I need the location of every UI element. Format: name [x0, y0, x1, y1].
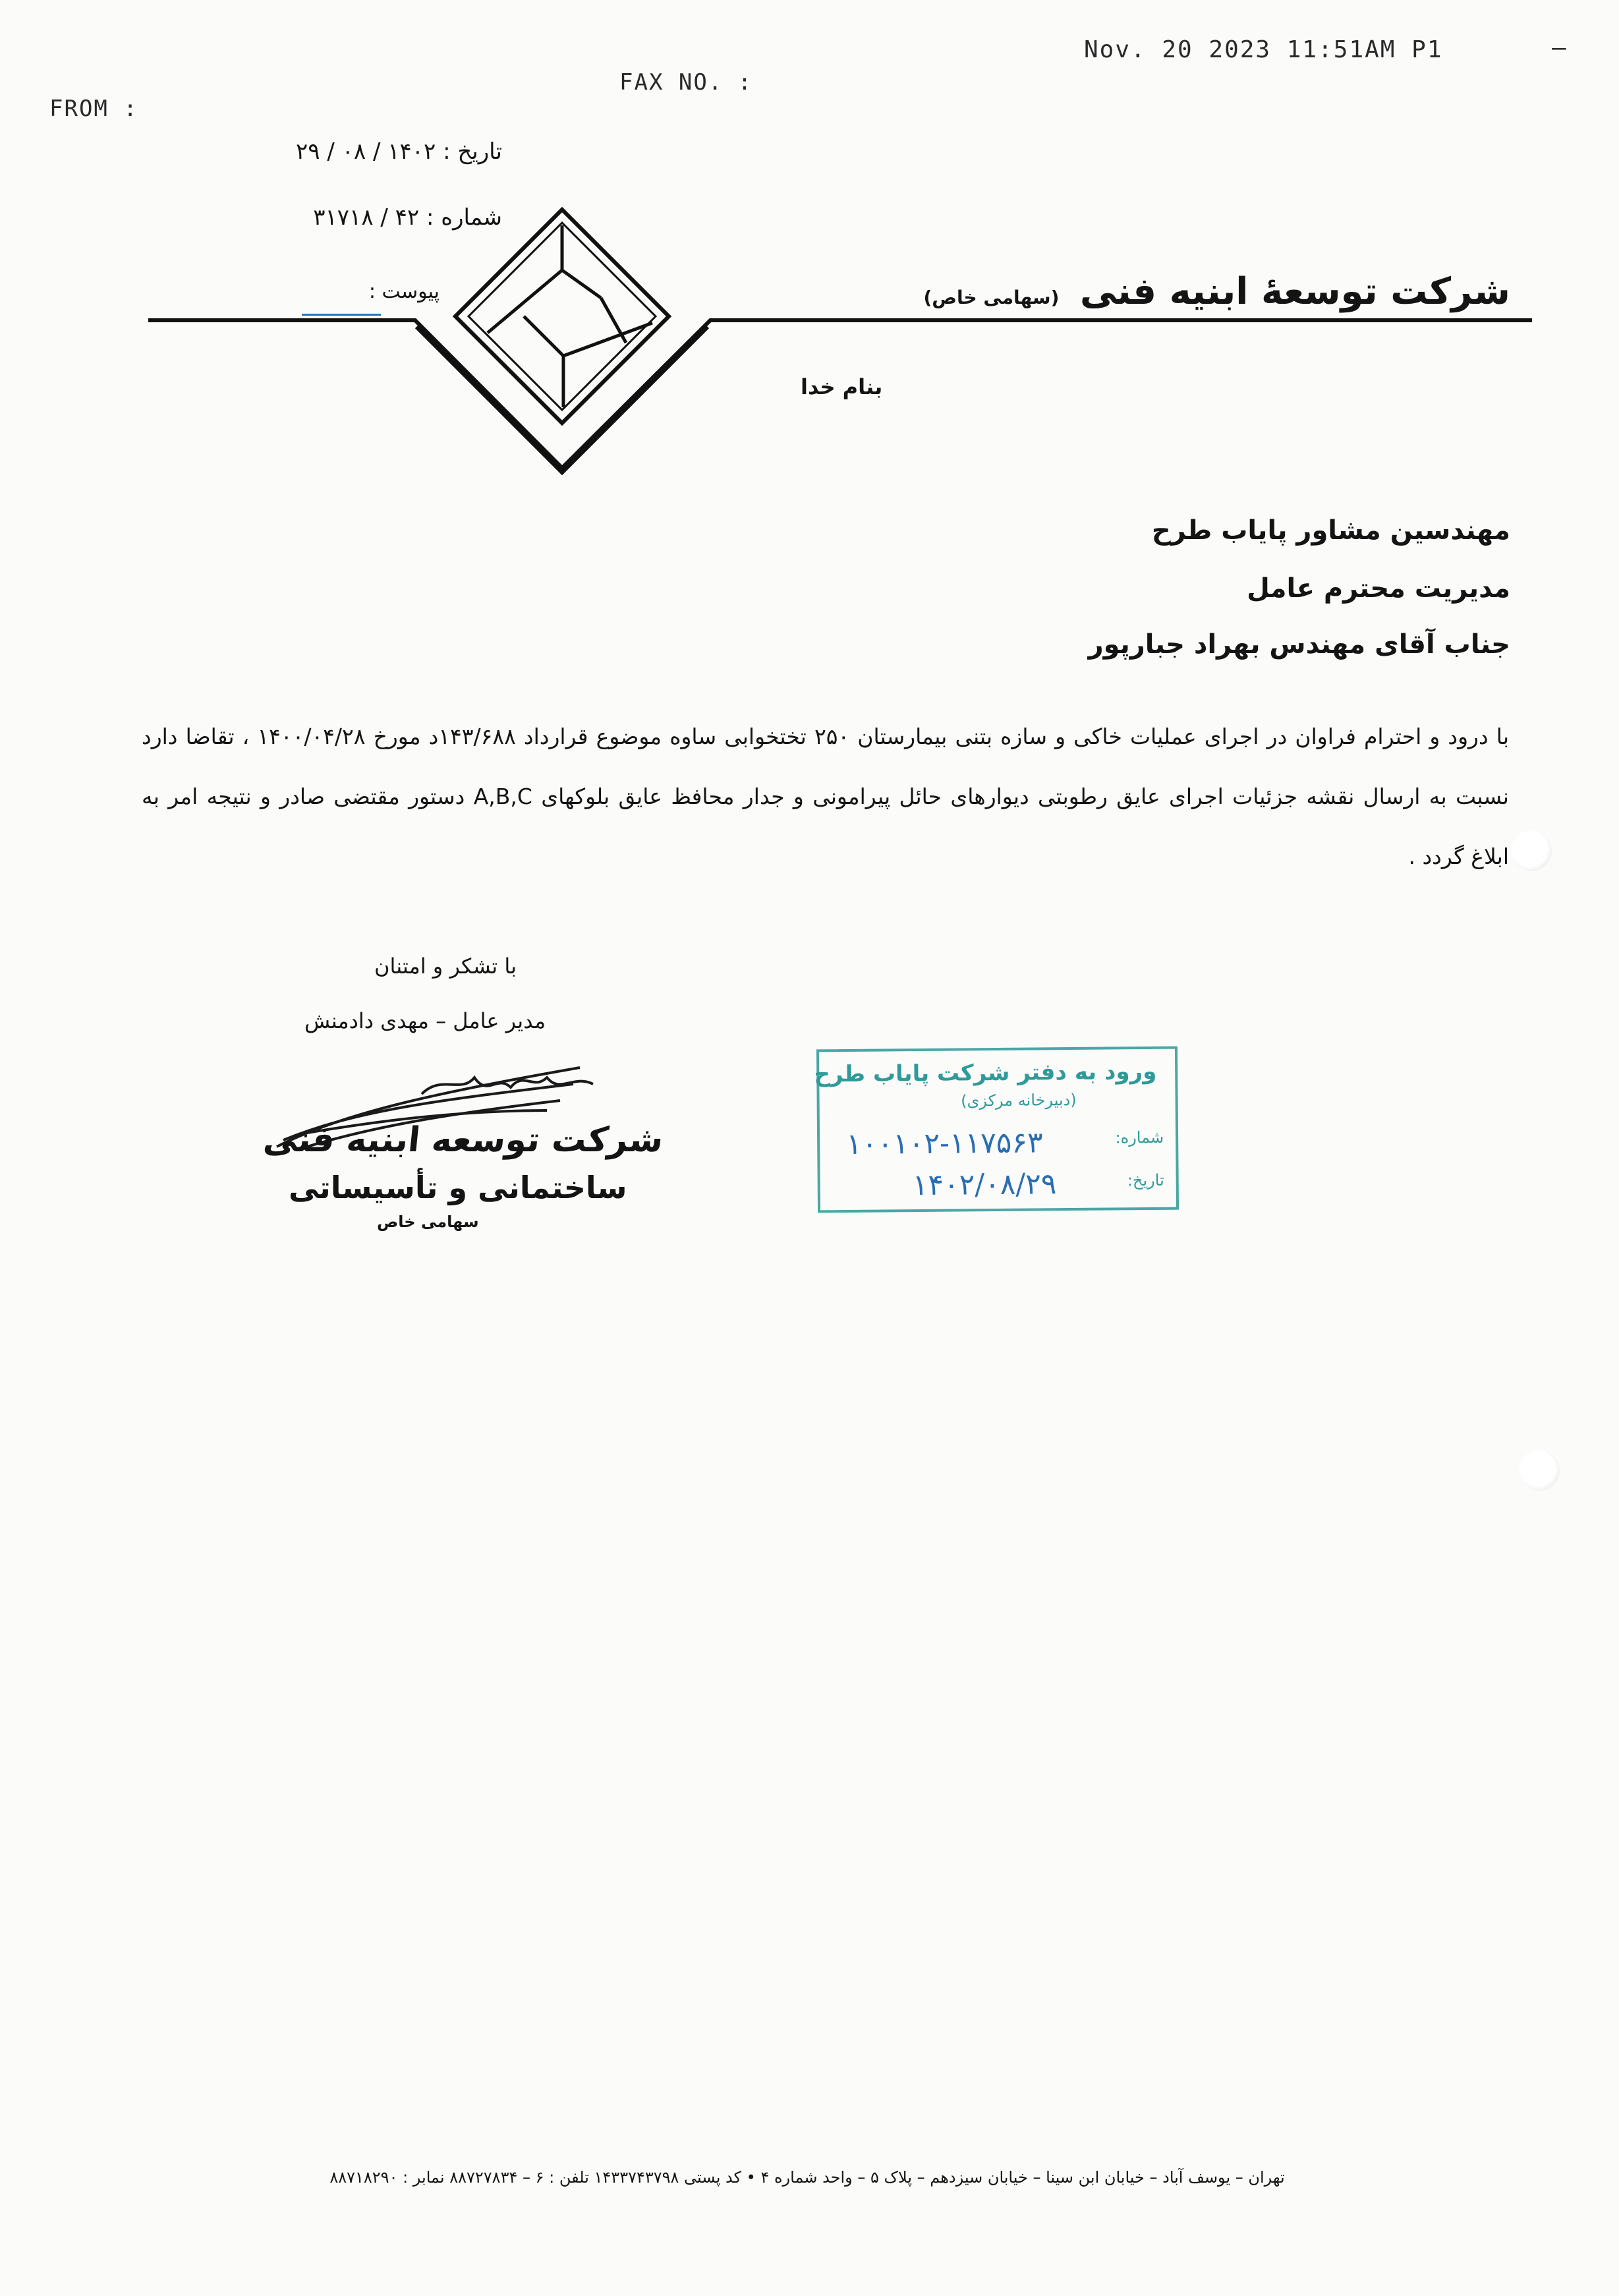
company-type: (سهامی خاص) [923, 287, 1060, 308]
letter-attachment: پیوست : [368, 280, 440, 303]
received-stamp-date-label: تاریخ: [1127, 1170, 1164, 1190]
received-stamp [816, 1047, 1179, 1213]
closing-manager: مدیر عامل – مهدی دادمنش [304, 1008, 546, 1033]
fax-timestamp: Nov. 20 2023 11:51AM P1 [1084, 36, 1443, 63]
besmellah-heading: بنام خدا [801, 374, 883, 399]
received-stamp-subtitle: (دبیرخانه مرکزی) [961, 1090, 1077, 1110]
company-name-text: شرکت توسعهٔ ابنیه فنی [1079, 270, 1510, 313]
received-stamp-number-label: شماره: [1115, 1128, 1164, 1147]
received-stamp-title: ورود به دفتر شرکت پایاب طرح [814, 1058, 1157, 1088]
punch-hole-icon [1519, 1450, 1560, 1491]
company-seal-line-2: ساختمانی و تأسیساتی [289, 1170, 627, 1205]
letter-date: تاریخ : ۱۴۰۲ / ۰۸ / ۲۹ [296, 138, 502, 165]
received-stamp-number-value: ۱۰۰۱۰۲-۱۱۷۵۶۳ [845, 1126, 1043, 1162]
letter-body: با درود و احترام فراوان در اجرای عملیات خاکی و سازه بتنی بیمارستان ۲۵۰ تختخوابی ساوه موضوع قرارداد ۱۴۳/۶۸۸د مورخ ۱۴۰۰/۰۴/۲۸ ، تقاضا دارد نسبت به ارسال نقشه جزئیات اجرای عایق رطوبتی دیوارهای حائل پیرامونی و جدار محافظ عایق بلوکهای A,B,C دستور مقتضی صادر و نتیجه امر به ابلاغ گردد . [142, 724, 1510, 869]
addressee-line-1: مهندسین مشاور پایاب طرح [1151, 515, 1510, 546]
letter-number: شماره : ۴۲ / ۳۱۷۱۸ [313, 204, 502, 231]
received-stamp-date-value: ۱۴۰۲/۰۸/۲۹ [912, 1167, 1057, 1203]
addressee-line-2: مدیریت محترم عامل [1247, 573, 1510, 604]
letterhead-rule-and-logo [0, 198, 1619, 494]
fax-dash: — [1552, 34, 1568, 61]
company-seal-line-1: شرکت توسعه ابنیه فنی [261, 1120, 666, 1160]
closing-thanks: با تشکر و امتنان [374, 954, 517, 979]
company-name [923, 270, 1510, 313]
punch-hole-icon [1511, 830, 1552, 871]
addressee-line-3: جناب آقای مهندس بهراد جبارپور [1088, 629, 1510, 660]
fax-number-label: FAX NO. : [619, 69, 753, 96]
company-seal-line-3: سهامی خاص [377, 1213, 479, 1231]
footer-address: تهران – یوسف آباد – خیابان ابن سینا – خیابان سیزدهم – پلاک ۵ – واحد شماره ۴ • کد پستی ۱۴۳۳۷۴۳۷۹۸ تلفن : ۶ – ۸۸۷۲۷۸۳۴ نمابر : ۸۸۷۱۸۲۹۰ [329, 2168, 1285, 2187]
fax-from-label: FROM : [49, 96, 138, 122]
